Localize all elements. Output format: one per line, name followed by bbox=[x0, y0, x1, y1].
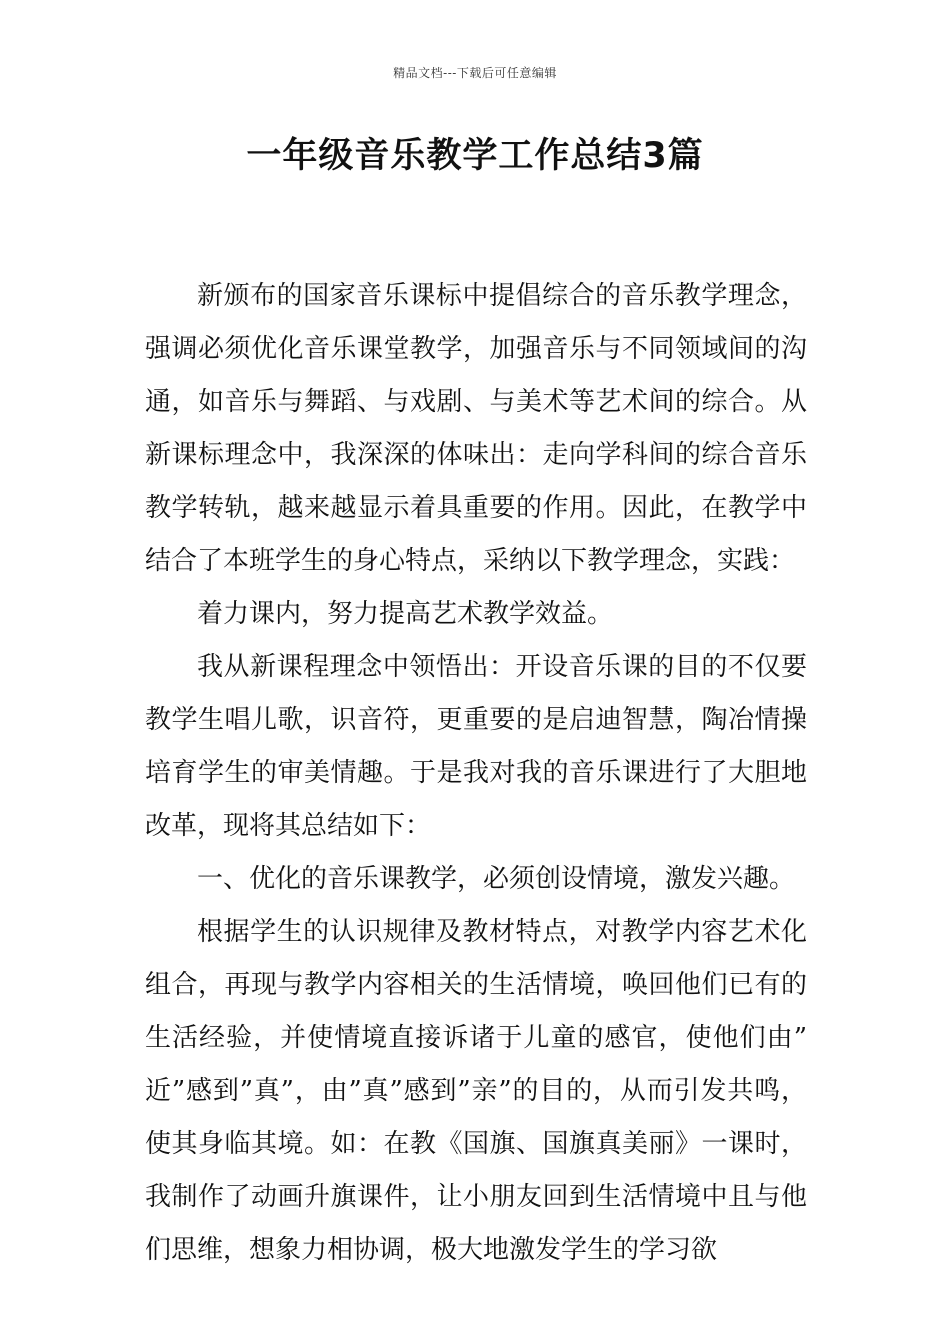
paragraph: 新颁布的国家音乐课标中提倡综合的音乐教学理念，强调必须优化音乐课堂教学，加强音乐与不同领域间的沟通，如音乐与舞蹈、与戏剧、与美术等艺术间的综合。从新课标理念中，我深深的体味出：走向学科间的综合音乐教学转轨，越来越显示着具重要的作用。因此，在教学中结合了本班学生的身心特点，采纳以下教学理念，实践： bbox=[145, 281, 807, 576]
paragraph: 我从新课程理念中领悟出：开设音乐课的目的不仅要教学生唱儿歌，识音符，更重要的是启迪智慧，陶冶情操培育学生的审美情趣。于是我对我的音乐课进行了大胆地改革，现将其总结如下： bbox=[145, 652, 807, 841]
header-note: 精品文档---下载后可任意编辑 bbox=[393, 66, 557, 80]
paragraph: 根据学生的认识规律及教材特点，对教学内容艺术化组合，再现与教学内容相关的生活情境，唤回他们已有的生活经验，并使情境直接诉诸于儿童的感官，使他们由”近”感到”真”，由”真”感到”亲”的目的，从而引发共鸣，使其身临其境。如：在教《国旗、国旗真美丽》一课时，我制作了动画升旗课件，让小朋友回到生活情境中且与他们思维，想象力相协调，极大地激发学生的学习欲 bbox=[145, 917, 807, 1265]
paragraph: 一、优化的音乐课教学，必须创设情境，激发兴趣。 bbox=[197, 864, 796, 894]
paragraph: 着力课内，努力提高艺术教学效益。 bbox=[197, 599, 614, 629]
document-body bbox=[145, 270, 807, 1277]
document-title: 一年级音乐教学工作总结3篇 bbox=[246, 136, 704, 176]
